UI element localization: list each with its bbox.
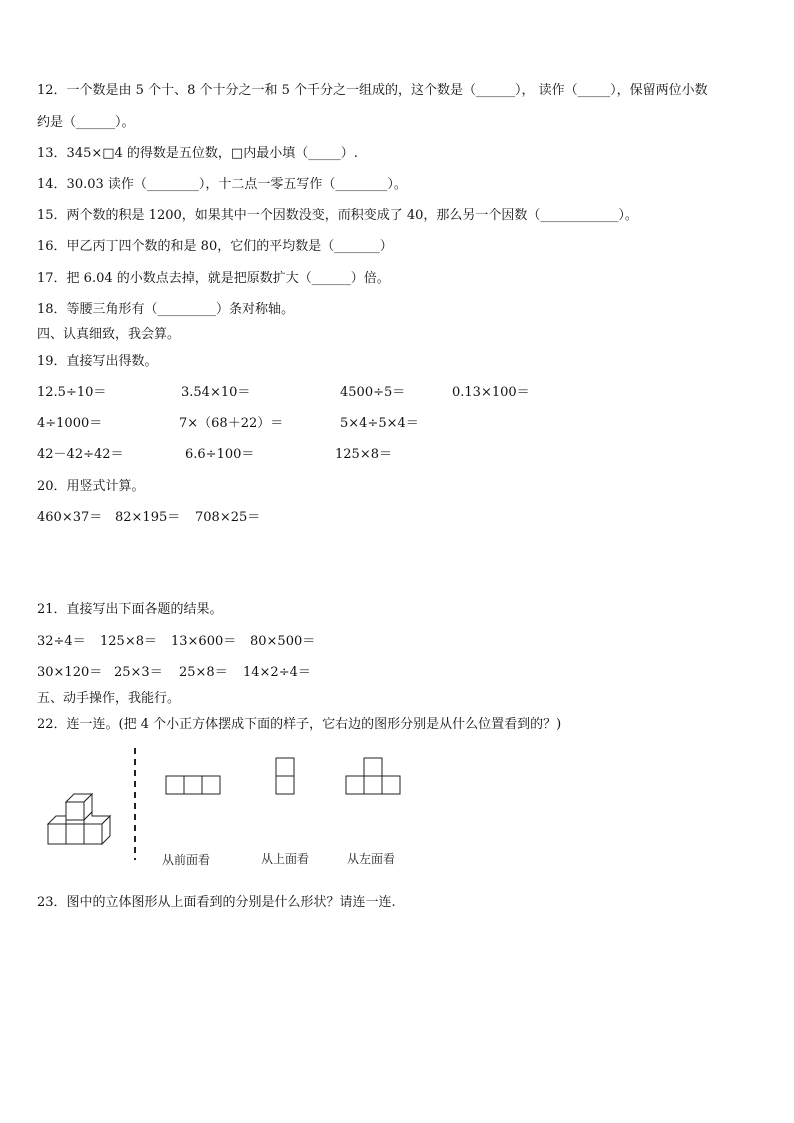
calc-item: 42－42÷42＝: [37, 447, 124, 462]
calc-item: 7×（68＋22）＝: [179, 416, 284, 431]
calc-item: 4500÷5＝: [340, 385, 406, 400]
calc-item: 30×120＝: [37, 665, 103, 680]
calc-item: 14×2÷4＝: [243, 665, 311, 680]
calc-item: 125×8＝: [335, 447, 392, 462]
question-16: 16．甲乙丙丁四个数的和是 80，它们的平均数是（_______）: [37, 239, 393, 254]
question-21-title: 21．直接写出下面各题的结果。: [37, 602, 223, 617]
view-shape-c: [346, 758, 400, 794]
question-22-figure: [0, 742, 794, 882]
calc-item: 82×195＝: [115, 510, 181, 525]
calc-item: 4÷1000＝: [37, 416, 103, 431]
view-label-top: 从上面看: [261, 852, 310, 866]
question-12-line-2: 约是（______）。: [37, 115, 135, 130]
question-20-title: 20．用竖式计算。: [37, 479, 145, 494]
view-shape-a: [166, 776, 220, 794]
view-label-front: 从前面看: [162, 853, 211, 867]
question-14: 14．30.03 读作（________），十二点一零五写作（________）。: [37, 177, 407, 192]
calc-item: 3.54×10＝: [181, 385, 251, 400]
calc-item: 0.13×100＝: [452, 385, 530, 400]
calc-item: 25×3＝: [114, 665, 163, 680]
question-22-title: 22．连一连。(把 4 个小正方体摆成下面的样子，它右边的图形分别是从什么位置看到的？): [37, 717, 562, 732]
calc-item: 460×37＝: [37, 510, 103, 525]
view-shape-b: [276, 758, 294, 794]
cube-stack-drawing: [48, 794, 110, 844]
question-23: 23．图中的立体图形从上面看到的分别是什么形状？请连一连.: [37, 895, 396, 910]
question-18: 18．等腰三角形有（_________）条对称轴。: [37, 302, 295, 317]
view-label-left: 从左面看: [347, 852, 396, 866]
calc-item: 5×4÷5×4＝: [340, 416, 419, 431]
question-15: 15．两个数的积是 1200，如果其中一个因数没变，而积变成了 40，那么另一个因数（____________）。: [37, 208, 638, 223]
calc-item: 80×500＝: [250, 634, 316, 649]
calc-item: 6.6÷100＝: [185, 447, 255, 462]
calc-item: 708×25＝: [195, 510, 261, 525]
question-12-line-1: 12．一个数是由 5 个十、8 个十分之一和 5 个千分之一组成的，这个数是（______）， 读作（_____），保留两位小数: [37, 83, 708, 98]
calc-item: 13×600＝: [171, 634, 237, 649]
calc-item: 12.5÷10＝: [37, 385, 107, 400]
calc-item: 32÷4＝: [37, 634, 86, 649]
calc-item: 25×8＝: [179, 665, 228, 680]
calc-item: 125×8＝: [100, 634, 157, 649]
question-13: 13．345×□4 的得数是五位数，□内最小填（_____）.: [37, 146, 358, 161]
question-17: 17．把 6.04 的小数点去掉，就是把原数扩大（______）倍。: [37, 271, 390, 286]
section-4-heading: 四、认真细致，我会算。: [37, 327, 181, 342]
section-5-heading: 五、动手操作，我能行。: [37, 691, 181, 706]
question-19-title: 19．直接写出得数。: [37, 354, 158, 369]
